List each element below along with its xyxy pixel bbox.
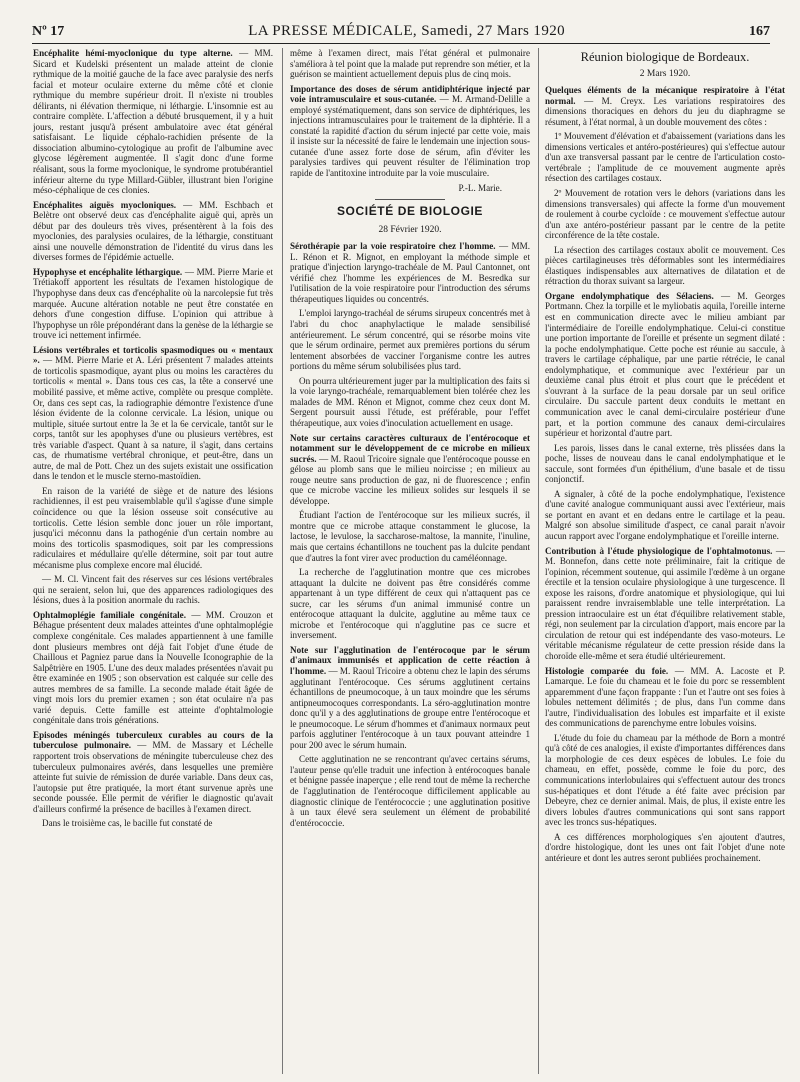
article-text: même à l'examen direct, mais l'état général et pulmonaire s'améliora à tel point que la malade put reprendre son métier, et la guérison se maintient actuellement depuis plus de cinq mois. — [290, 48, 530, 80]
article-text: — M. Georges Portmann. Chez la torpille et le myliobatis aquila, l'oreille interne est en communication directe avec le milieu ambiant par l'intermédiaire de l'oreille endolymphatique. Celui-ci constitue une portion importante de l'oreille et présente un segment dilaté : la poche endolymphatique. Cette poche est réunie au saccule, à travers le cartilage céphalique, par une partie rétrécie, le canal endolymphatique, et communique avec l'extérieur par un deuxième canal plus étroit et plus court que le précédent et s'ouvrant à la surface de la peau dorsale par un seul orifice circulaire. Du saccule partent deux conduits le mettant en communication avec le canal demi-circulaire postérieur d'une part, et la portion commune des canaux demi-circulaires supérieur et horizontal d'autre part. — [545, 290, 785, 439]
article-text: — M. Armand-Delille a employé systématiquement, dans son service de diphtériques, les injections intramusculaires pour le traitement de la diphtérie. Il a constaté la rapidité d'action du sérum injecté par cette voie, mais il insiste sur la nécessité de faire le lendemain une injection sous-cutanée d'une assez forte dose de sérum, afin d'éviter les paralysies tardives qui peuvent résulter de l'élimination trop rapide de l'antitoxine introduite par la voie musculaire. — [290, 94, 530, 179]
section-title: Réunion biologique de Bordeaux. — [580, 50, 750, 64]
article-text: A signaler, à côté de la poche endolymphatique, l'existence d'une cavité analogue communiquant aussi avec l'extérieur, mais se portant en avant et en dedans entre le cartilage et la peau. Malgré son absolue similitude d'aspect, ce canal parait n'avoir aucun rapport avec l'organe endolymphatique et l'oreille interne. — [545, 488, 785, 541]
article-text: Les parois, lisses dans le canal externe, très plissées dans la poche, lisses de nouveau dans le canal endolymphatique et le saccule, sont formées d'un épithélium, d'une basale et de tissu conjonctif. — [545, 442, 785, 485]
column-2 — [290, 48, 530, 1074]
article-text: Étudiant l'action de l'entérocoque sur les milieux sucrés, il montre que ce microbe attaque constamment le glucose, la lactose, le levulose, la saccharose-maltose, la mannite, l'inuline, mais que certains échantillons ne touchent pas la dulcite pendant que d'autres la font virer avec production du caméléonnage. — [290, 510, 530, 563]
article-heading: Importance des doses de sérum antidiphtérique injecté par voie intramusculaire et sous-cutanée. — [290, 83, 530, 105]
article-heading: Organe endolymphatique des Sélaciens. — [545, 290, 714, 301]
article-paragraph — [290, 241, 530, 304]
article-heading: Quelques éléments de la mécanique respiratoire à l'état normal. — [545, 85, 785, 106]
article-heading: Note sur l'agglutination de l'entérocoque par le sérum d'animaux immunisés et application de cette réaction à l'homme. — [290, 644, 530, 676]
article-text: — M. Creyx. Les variations respiratoires des dimensions thoraciques en dehors du jeu du diaphragme se résument, à l'état normal, à un double mouvement des côtes : — [545, 95, 785, 127]
article-heading: Encéphalites aiguës myocloniques. — [33, 199, 177, 210]
page-header — [32, 14, 770, 44]
issue-number: Nº 17 — [32, 24, 65, 39]
article-text: L'emploi laryngo-trachéal de sérums sirupeux concentrés met à l'abri du choc anaphylactique le malade sensibilisé antérieurement. Le sérum concentré, qui se résorbe moins vite que le sérum ordinaire, permet aux premières portions du sérum lentement absorbées de vacciner l'organisme contre les autres portions du même sérum solubilisées plus tard. — [290, 308, 530, 372]
section-date: 2 Mars 1920. — [639, 68, 691, 79]
article-text: La recherche de l'agglutination montre que ces microbes attaquant la dulcite ne doivent pas être considérés comme appartenant à un type différent de ceux qui n'attaquent pas ce sucre, car les sérums d'un animal immunisé contre un entérocoque attaquant la dulcite, agglutine au même taux ce microbe et l'entérocoque qui n'agglutine pas ce sucre et inversement. — [290, 567, 530, 641]
article-text: 1º Mouvement d'élévation et d'abaissement (variations dans les dimensions verticales et antéro-postérieures) qui s'effectue autour d'un axe transversal passant par le centre de l'articulation costo-vertébrale ; l'amplitude de ce mouvement augmente après résection des cartilages costaux. — [545, 131, 785, 184]
article-paragraph — [33, 345, 273, 482]
article-text: — MM. Crouzon et Béhague présentent deux malades atteintes d'une ophtalmoplégie complexe congénitale. Ces malades appartiennent à une famille dont plusieurs membres ont déjà fait l'objet d'une étude de Chaillous et Pagniez parue dans la Nouvelle Iconographie de la Salpêtrière en 1905. L'une des deux malades présentées n'avait pu être examinée en 1905 ; son observation est calquée sur celle des autres membres de sa famille. La seconde malade était âgée de vingt mois lors du premier examen ; son état oculaire n'a pas varié depuis. Cette famille est atteinte d'ophtalmologie congénitale dans trois générations. — [33, 609, 273, 726]
article-text: — MM. de Massary et Léchelle rapportent trois observations de méningite tuberculeuse chez des tuberculeux pulmonaires avérés, dans lesquelles une première atteinte fut suivie de rémission de durée variable. Dans deux cas, l'autopsie put être pratiquée, la mort étant survenue après une seconde poussée. Elle permit de vérifier le diagnostic qu'avait d'ailleurs confirmé la présence de bacilles à l'examen direct. — [33, 740, 273, 814]
section-date: 28 Février 1920. — [378, 224, 442, 235]
article-paragraph — [33, 200, 273, 263]
article-text: L'étude du foie du chameau par la méthode de Born a montré qu'à côté de ces analogies, il existe d'importantes différences dans la morphologie de ces deux espèces de lobules. Le foie du chameau, en effet, possède, comme le foie du porc, des communications interlobulaires qui s'effectuent autour des troncs sus-hépatiques et dont l'étude a été faite avec précision par Debeyre, chez ce dernier animal. Mais, de plus, il existe entre les divers lobules d'autres communications qui sont sans rapport avec les troncs sus-hépatiques. — [545, 732, 785, 828]
article-paragraph — [33, 730, 273, 814]
article-text: — M. Raoul Tricoire signale que l'entérocoque pousse en gélose au plomb sans que le milieu noircisse ; en milieux au rouge neutre sans production de gaz, ni de fluorescence ; enfin que ce microbe vaccine les milieux solides sur lesquels il se développe. — [290, 453, 530, 506]
article-heading: Episodes méningés tuberculeux curables au cours de la tuberculose pulmonaire. — [33, 729, 273, 751]
article-text: — MM. L. Rénon et R. Mignot, en employant la méthode simple et pratique d'injection laryngo-trachéale de M. Paul Cantonnet, ont vérifié chez l'homme les expériences de M. Besredka sur l'utilisation de la voie respiratoire pour l'introduction des sérums thérapeutiques liquides ou concentrés. — [290, 241, 530, 304]
article-text: — MM. A. Lacoste et P. Lamarque. Le foie du chameau et le foie du porc se ressemblent apparemment d'une façon frappante : l'un et l'autre ont ses foies à lobules nettement délimités ; de plus, dans l'un comme dans l'autre, l'individualisation des lobules est imparfaite et il existe des communications de parenchyme entre lobules voisins. — [545, 665, 785, 729]
article-text: La résection des cartilages costaux abolit ce mouvement. Ces pièces cartilagineuses très déformables sont les intermédiaires élastiques indispensables aux alternatives de dilatation et de rétraction du thorax suivant sa largeur. — [545, 244, 785, 287]
article-text: — MM. Pierre Marie et A. Léri présentent 7 malades atteints de torticolis spasmodique, ayant plus ou moins les caractères du torticolis « mental ». Dans tous ces cas, la tête a conservé une mobilité passive, et même active, complète ou presque complète. Or, dans ces sept cas, la radiographie démontre l'existence d'une lésion évidente de la colonne cervicale. La lésion, unique ou multiple, située surtout entre la 3e et la 6e cervicale, tantôt sur le corps, tantôt sur les apophyses d'une ou plusieurs vertèbres, est très variable d'aspect. Quant à sa nature, il s'agit, dans certains cas, de rhumatisme vertébral chronique, et peut-être, dans un autre, de mal de Pott. Chez un des sujets existait une ossification dans le tendon et le muscle sterno-mastoïdien. — [33, 355, 273, 482]
article-paragraph — [290, 645, 530, 750]
article-text: — MM. Pierre Marie et Trétiakoff apportent les résultats de l'examen histologique de l'hypophyse dans deux cas d'encéphalite où la narcolepsie fut très marquée. Aucune altération notable ne peut être constatée en dehors d'une congestion diffuse. L'opinion qui attribue à l'hypophyse un rôle prépondérant dans la genèse de la léthargie se trouve ici nettement infirmée. — [33, 266, 273, 341]
article-paragraph — [33, 48, 273, 196]
column-1 — [33, 48, 273, 1074]
article-paragraph — [545, 85, 785, 127]
article-text: — M. Bonnefon, dans cette note préliminaire, fait la critique de l'opinion, récemment soutenue, qui assimile l'œdème à un organe érectile et la tension oculaire physiologique à une turgescence. Il expose les raisons, d'ordre anatomique et physiologique, qui lui paraissent rendre invraisemblable une telle interprétation. La pression intraoculaire est un état d'équilibre relativement stable, régi, non seulement par la circulation d'apport, mais encore par la circulation de retour qui est indépendante des vaso-moteurs. Le véritable mécanisme régulateur de cette pression réside dans la choroïde elle-même et sera étudié ultérieurement. — [545, 545, 785, 661]
article-heading: Lésions vertébrales et torticolis spasmodiques ou « mentaux ». — [33, 344, 273, 366]
journal-title: LA PRESSE MÉDICALE, Samedi, 27 Mars 1920 — [248, 23, 566, 39]
article-text: — M. Cl. Vincent fait des réserves sur ces lésions vertébrales qui ne seraient, selon lui, que des apparences radiologiques des lésions, dues à la position anormale du rachis. — [33, 574, 273, 606]
article-paragraph — [290, 84, 530, 179]
article-text: Cette agglutination ne se rencontrant qu'avec certains sérums, l'auteur pense qu'elle traduit une infection à entérocoques banale et bénigne passée inaperçue ; elle rend tout de même la recherche de l'agglutination de l'entérocoque difficilement applicable au diagnostic clinique de l'entérococcie ; une agglutination positive à un taux élevé sera seulement un élément de probabilité d'entérococcie. — [290, 754, 530, 828]
column-divider — [538, 48, 539, 1074]
column-divider — [282, 48, 283, 1074]
article-heading: Histologie comparée du foie. — [545, 665, 669, 676]
article-heading: Hypophyse et encéphalite léthargique. — [33, 266, 183, 277]
author-signature: P.-L. Marie. — [458, 182, 502, 193]
column-3 — [545, 48, 785, 1074]
article-heading: Contribution à l'étude physiologique de l'ophtalmotonus. — [545, 545, 773, 556]
section-title: SOCIÉTÉ DE BIOLOGIE — [336, 204, 484, 219]
article-heading: Encéphalite hémi-myoclonique du type alterne. — [33, 48, 233, 58]
article-text: A ces différences morphologiques s'en ajoutent d'autres, d'ordre histologique, dont les unes ont fait l'objet d'une note antérieure et dont les autres seront publiées prochainement. — [545, 831, 785, 863]
article-heading: Ophtalmoplégie familiale congénitale. — [33, 609, 186, 620]
article-text: — MM. Eschbach et Belètre ont observé deux cas d'encéphalite aiguë qui, après un début par des douleurs très vives, présentèrent à la fois des myoclonies, des paralysies oculaires, de la léthargie, constituant ainsi une nouvelle démonstration de l'identité du virus dans les diverses formes de l'épidémie actuelle. — [33, 199, 273, 263]
article-paragraph — [33, 610, 273, 726]
article-text: En raison de la variété de siège et de nature des lésions rachidiennes, il est peu vraisemblable qu'il s'agisse d'une simple coïncidence ou que la lésion osseuse soit consécutive au torticolis. Cette lésion semble donc jouer un rôle important, jusqu'ici méconnu dans la pathogénie d'un certain nombre au moins des torticolis spasmodiques, soit par les compressions radiculaires et médullaire qu'elle détermine, soit par tout autre mécanisme plus complexe encore mal élucidé. — [33, 485, 273, 570]
article-paragraph — [545, 546, 785, 662]
article-paragraph — [33, 267, 273, 341]
article-text: 2º Mouvement de rotation vers le dehors (variations dans les dimensions transversales) qui affecte la forme d'un mouvement de roulement à courbe cycloïde : ce mouvement s'effectue autour d'un axe antéro-postérieur passant par le centre de la petite circonférence de la tête costale. — [545, 188, 785, 241]
article-text: — M. Raoul Tricoire a obtenu chez le lapin des sérums agglutinant l'entérocoque. Ces sérums agglutinent certains échantillons de pneumocoque, à un taux moindre que les sérums antipneumocoques correspondants. La séro-agglutination montre donc qu'il y a des agglutinations de groupe entre l'entérocoque et le pneumocoque. Le sérum d'hommes et d'animaux normaux peut parfois agglutiner l'entérocoque à un taux pouvant atteindre 1 pour 200 avec le sérum humain. — [290, 665, 530, 750]
article-text: — MM. Sicard et Kudelski présentent un malade atteint de clonie rythmique de la moitié gauche de la face avec paralysie des nerfs facial et moteur oculaire externe du même côté et clonie rythmique du membre supérieur droit. Il n'existe ni troubles délirants, ni élévation thermique, ni léthargie. L'insomnie est au contraire complète. L'affection a débuté brusquement, il y a huit jours, restant jusqu'à présent ambulatoire avec état général satisfaisant. Le liquide céphalo-rachidien présente de la dissociation albumino-cytologique au profit de l'albumine avec glycose légèrement augmentée. Il s'agit donc d'une forme réalisant, sous la forme myoclonique, le syndrome protubérantiel inférieur alterne du type Millard-Gübler, illustrant bien l'origine méso-céphalique de ces clonies. — [33, 48, 273, 196]
article-text: On pourra ultérieurement juger par la multiplication des faits si la voie laryngo-trachéale, remarquablement bien tolérée chez les malades de MM. Rénon et Mignot, comme chez ceux dont M. Sergent poursuit aussi l'étude, est préférable, pour l'effet thérapeutique, aux voies d'inoculation actuellement en usage. — [290, 375, 530, 428]
article-paragraph — [545, 291, 785, 439]
article-heading: Sérothérapie par la voie respiratoire chez l'homme. — [290, 241, 496, 252]
page-number: 167 — [748, 24, 770, 39]
article-heading: Note sur certains caractères culturaux de l'entérocoque et notamment sur le développement de ce microbe en milieux sucrés. — [290, 432, 530, 464]
section-separator — [375, 199, 445, 200]
article-paragraph — [545, 666, 785, 729]
article-paragraph — [290, 433, 530, 507]
article-text: Dans le troisième cas, le bacille fut constaté de — [42, 818, 213, 829]
